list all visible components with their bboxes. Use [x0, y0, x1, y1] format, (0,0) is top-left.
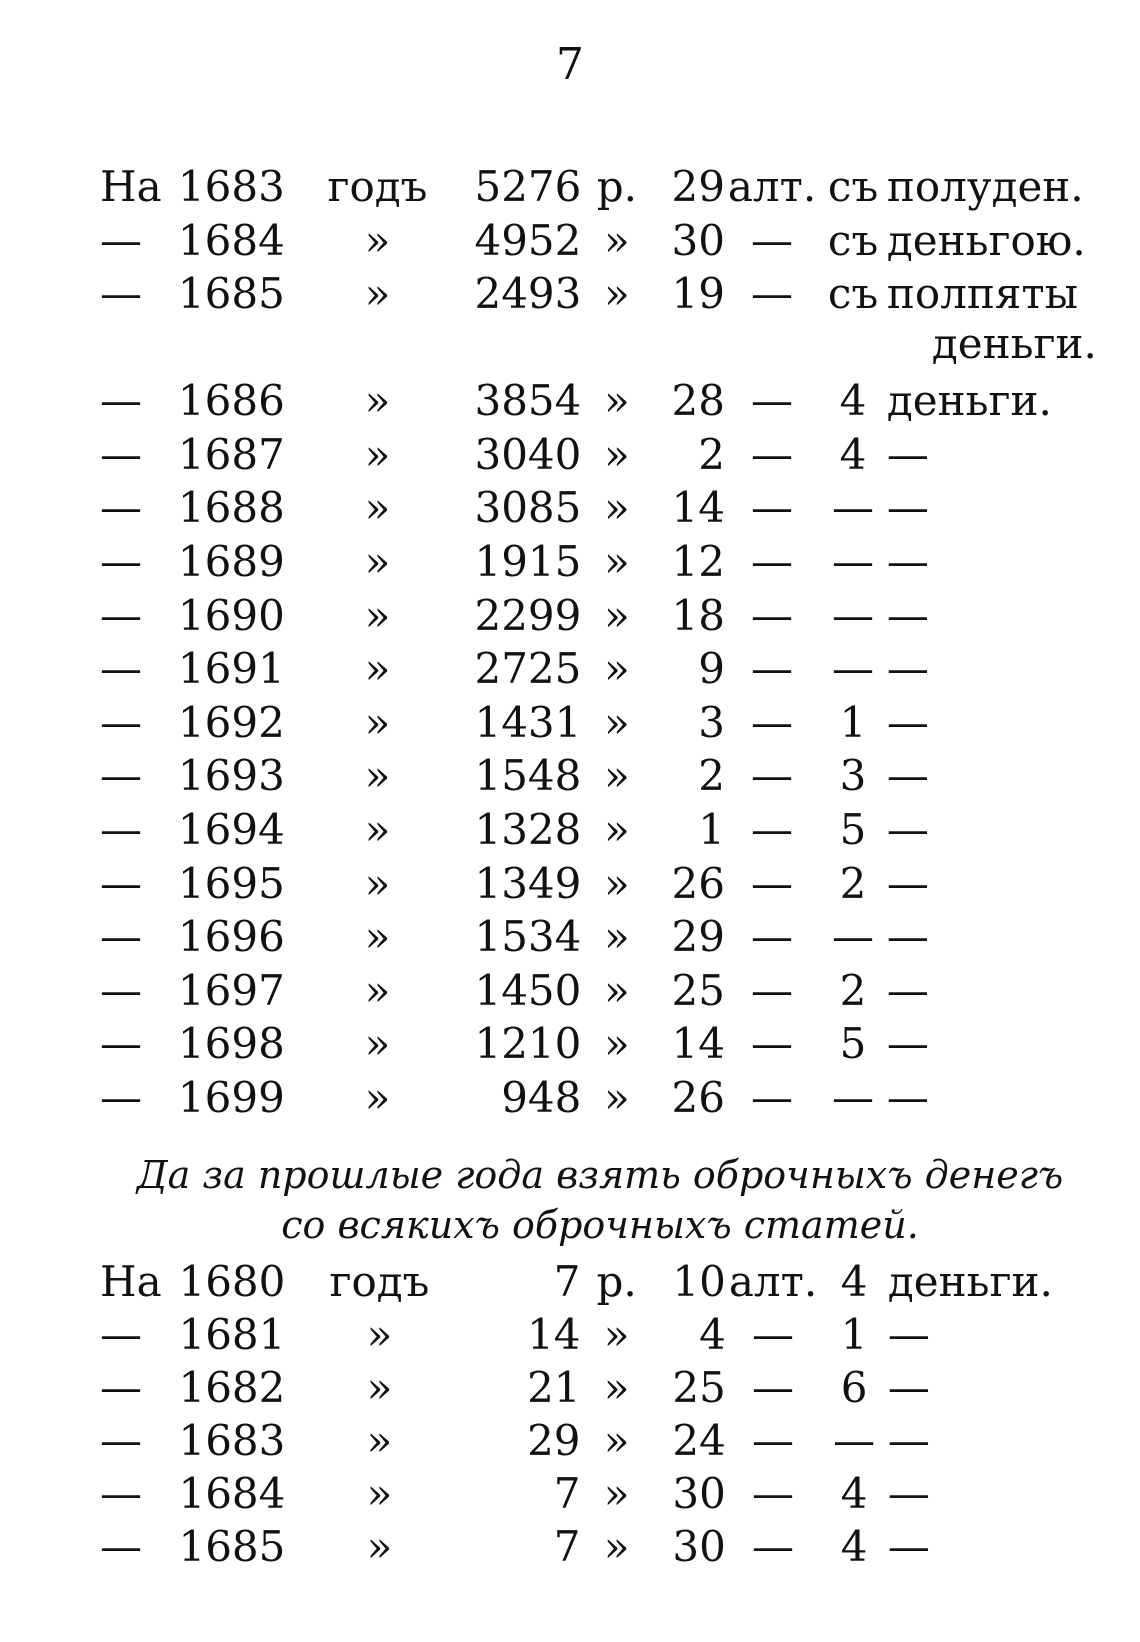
unit-or-ditto-cell: »: [364, 376, 391, 426]
altyn-mark-cell: —: [751, 912, 794, 962]
rubles-mark-cell: »: [604, 858, 630, 908]
year-cell: 1682: [178, 1363, 286, 1412]
note-cell: деньги.: [886, 376, 1052, 426]
year-cell: 1680: [178, 1257, 286, 1306]
note-cell: —: [886, 804, 929, 854]
row-prefix: —: [100, 1522, 142, 1571]
table-row: [100, 1414, 1140, 1467]
dengi-cell: съ: [827, 215, 879, 265]
altyn-cell: 14: [671, 483, 725, 533]
dengi-cell: —: [833, 1416, 876, 1465]
altyn-mark-cell: —: [752, 1522, 795, 1571]
note-cell: —: [887, 1310, 930, 1359]
note-cell: —: [886, 483, 929, 533]
table-row: [100, 749, 1140, 803]
rubles-mark-cell: »: [604, 697, 630, 747]
year-cell: 1685: [177, 269, 285, 319]
note-cell: —: [886, 429, 929, 479]
row-prefix: —: [100, 536, 142, 586]
unit-or-ditto-cell: »: [364, 483, 391, 533]
note-cell: —: [886, 536, 929, 586]
year-cell: 1696: [177, 912, 285, 962]
rubles-cell: 1450: [474, 965, 582, 1015]
altyn-cell: 30: [671, 215, 725, 265]
altyn-cell: 3: [698, 697, 725, 747]
row-prefix: На: [100, 162, 162, 211]
altyn-mark-cell: —: [751, 1019, 794, 1069]
table-row: [100, 1467, 1140, 1520]
table-row: [100, 857, 1140, 911]
altyn-cell: 1: [698, 804, 725, 854]
dengi-cell: 4: [839, 429, 867, 479]
year-cell: 1697: [177, 965, 285, 1015]
altyn-cell: 29: [671, 912, 725, 962]
year-cell: 1698: [177, 1019, 285, 1069]
rubles-cell: 1915: [474, 536, 582, 586]
note-cell: —: [886, 751, 929, 801]
year-cell: 1687: [177, 429, 285, 479]
altyn-cell: 2: [698, 751, 725, 801]
row-prefix: —: [100, 1416, 142, 1465]
note-cell: —: [886, 697, 929, 747]
dengi-cell: съ: [827, 162, 879, 211]
unit-or-ditto-cell: »: [366, 1363, 393, 1412]
note-wrap: [886, 269, 1097, 369]
row-prefix: —: [100, 1072, 142, 1122]
rubles-cell: 2299: [474, 590, 582, 640]
row-prefix: —: [100, 751, 142, 801]
row-prefix: —: [100, 1469, 142, 1518]
note-continuation: деньги.: [931, 319, 1097, 369]
table-row: [100, 1255, 1140, 1308]
rubles-cell: 1548: [474, 751, 582, 801]
rubles-mark-cell: р.: [596, 1257, 637, 1306]
rubles-mark-cell: »: [603, 1469, 630, 1518]
year-cell: 1691: [177, 644, 285, 694]
rubles-mark-cell: »: [604, 269, 630, 319]
rent-table-arrears-body: [100, 1255, 1140, 1573]
altyn-mark-cell: —: [752, 1363, 795, 1412]
rubles-mark-cell: р.: [596, 162, 637, 211]
rubles-mark-cell: »: [604, 965, 630, 1015]
table-row: [100, 910, 1140, 964]
rubles-mark-cell: »: [603, 1363, 630, 1412]
altyn-mark-cell: —: [751, 644, 794, 694]
note-cell: —: [887, 1469, 930, 1518]
row-prefix: —: [100, 804, 142, 854]
year-cell: 1690: [177, 590, 285, 640]
year-cell: 1692: [177, 697, 285, 747]
row-prefix: —: [100, 1019, 142, 1069]
note-cell: —: [886, 912, 929, 962]
unit-or-ditto-cell: »: [364, 697, 391, 747]
section-heading-line-1: Да за прошлые года взять оброчныхъ денегъ: [136, 1153, 1064, 1197]
row-prefix: —: [100, 697, 142, 747]
table-row: [100, 696, 1140, 750]
dengi-cell: 2: [839, 858, 867, 908]
rubles-cell: 1349: [474, 858, 582, 908]
unit-or-ditto-cell: »: [364, 536, 391, 586]
row-prefix: —: [100, 1310, 142, 1359]
rubles-cell: 3854: [474, 376, 582, 426]
note-cell: —: [887, 1416, 930, 1465]
note-text: полпяты: [886, 269, 1079, 319]
note-cell: —: [886, 1072, 929, 1122]
altyn-cell: 18: [671, 590, 725, 640]
altyn-mark-cell: —: [751, 590, 794, 640]
row-prefix: —: [100, 644, 142, 694]
unit-or-ditto-cell: »: [366, 1522, 393, 1571]
table-row: [100, 589, 1140, 643]
note-cell: [887, 267, 1140, 374]
table-row: [100, 374, 1140, 428]
note-cell: —: [887, 1522, 930, 1571]
note-cell: деньги.: [887, 1257, 1053, 1306]
rubles-mark-cell: »: [604, 215, 630, 265]
rubles-cell: 3085: [474, 483, 582, 533]
row-prefix: —: [100, 858, 142, 908]
rubles-cell: 2493: [474, 269, 582, 319]
dengi-cell: 3: [839, 751, 867, 801]
rubles-mark-cell: »: [604, 751, 630, 801]
year-cell: 1695: [177, 858, 285, 908]
altyn-cell: 2: [698, 429, 725, 479]
year-cell: 1681: [178, 1310, 286, 1359]
table-row: [100, 1017, 1140, 1071]
note-cell: —: [887, 1363, 930, 1412]
year-cell: 1694: [177, 804, 285, 854]
altyn-cell: 26: [671, 858, 725, 908]
unit-or-ditto-cell: годъ: [329, 1257, 430, 1306]
altyn-mark-cell: —: [751, 804, 794, 854]
rubles-cell: 21: [527, 1363, 581, 1412]
year-cell: 1684: [177, 215, 285, 265]
altyn-mark-cell: алт.: [728, 1257, 818, 1306]
rubles-cell: 7: [553, 1257, 581, 1306]
rubles-mark-cell: »: [604, 1072, 630, 1122]
table-row: [100, 964, 1140, 1018]
unit-or-ditto-cell: »: [364, 429, 391, 479]
rubles-mark-cell: »: [604, 590, 630, 640]
dengi-cell: 4: [840, 1257, 868, 1306]
note-cell: —: [886, 590, 929, 640]
unit-or-ditto-cell: »: [364, 751, 391, 801]
table-row: [100, 642, 1140, 696]
table-row: [100, 1071, 1140, 1125]
rubles-mark-cell: »: [603, 1416, 630, 1465]
dengi-cell: —: [832, 1072, 875, 1122]
table-row: [100, 160, 1140, 214]
unit-or-ditto-cell: годъ: [327, 162, 428, 211]
rubles-cell: 1210: [474, 1019, 582, 1069]
rubles-mark-cell: »: [604, 644, 630, 694]
altyn-mark-cell: —: [751, 536, 794, 586]
dengi-cell: 1: [840, 1310, 868, 1359]
row-prefix: На: [100, 1257, 162, 1306]
unit-or-ditto-cell: »: [364, 644, 391, 694]
rubles-mark-cell: »: [603, 1522, 630, 1571]
rent-table-current: [100, 160, 1140, 1125]
dengi-cell: —: [832, 644, 875, 694]
altyn-mark-cell: —: [751, 376, 794, 426]
rent-table-current-body: [100, 160, 1140, 1125]
altyn-mark-cell: —: [751, 965, 794, 1015]
table-row: [100, 803, 1140, 857]
altyn-cell: 26: [671, 1072, 725, 1122]
altyn-cell: 25: [671, 965, 725, 1015]
altyn-mark-cell: —: [751, 269, 794, 319]
row-prefix: —: [100, 376, 142, 426]
altyn-mark-cell: —: [751, 697, 794, 747]
row-prefix: —: [100, 965, 142, 1015]
table-row: [100, 214, 1140, 268]
rubles-mark-cell: »: [604, 536, 630, 586]
dengi-cell: 4: [840, 1522, 868, 1571]
rubles-cell: 1328: [474, 804, 582, 854]
note-cell: —: [886, 965, 929, 1015]
rubles-cell: 5276: [474, 162, 582, 211]
rubles-cell: 1431: [474, 697, 582, 747]
rubles-cell: 29: [527, 1416, 581, 1465]
year-cell: 1693: [177, 751, 285, 801]
rubles-mark-cell: »: [604, 912, 630, 962]
year-cell: 1699: [177, 1072, 285, 1122]
table-row: [100, 267, 1140, 374]
altyn-cell: 9: [698, 644, 725, 694]
row-prefix: —: [100, 429, 142, 479]
altyn-mark-cell: —: [751, 215, 794, 265]
row-prefix: —: [100, 1363, 142, 1412]
unit-or-ditto-cell: »: [364, 590, 391, 640]
year-cell: 1688: [177, 483, 285, 533]
note-cell: —: [886, 1019, 929, 1069]
altyn-mark-cell: —: [751, 751, 794, 801]
table-row: [100, 1308, 1140, 1361]
dengi-cell: —: [832, 912, 875, 962]
year-cell: 1684: [178, 1469, 286, 1518]
rubles-mark-cell: »: [603, 1310, 630, 1359]
rent-table-arrears: [100, 1255, 1140, 1573]
year-cell: 1689: [177, 536, 285, 586]
table-row: [100, 1361, 1140, 1414]
unit-or-ditto-cell: »: [364, 858, 391, 908]
altyn-cell: 28: [671, 376, 725, 426]
rubles-cell: 3040: [474, 429, 582, 479]
table-row: [100, 428, 1140, 482]
dengi-cell: —: [832, 590, 875, 640]
unit-or-ditto-cell: »: [364, 1019, 391, 1069]
row-prefix: —: [100, 483, 142, 533]
rubles-cell: 4952: [474, 215, 582, 265]
rubles-mark-cell: »: [604, 429, 630, 479]
row-prefix: —: [100, 590, 142, 640]
rubles-mark-cell: »: [604, 483, 630, 533]
note-cell: —: [886, 858, 929, 908]
altyn-cell: 29: [671, 162, 725, 211]
rubles-mark-cell: »: [604, 1019, 630, 1069]
altyn-mark-cell: —: [751, 483, 794, 533]
unit-or-ditto-cell: »: [364, 215, 391, 265]
dengi-cell: —: [832, 536, 875, 586]
rubles-mark-cell: »: [604, 376, 630, 426]
rubles-mark-cell: »: [604, 804, 630, 854]
row-prefix: —: [100, 215, 142, 265]
page-number: 7: [556, 39, 584, 90]
section-heading: [100, 1150, 1100, 1250]
year-cell: 1685: [178, 1522, 286, 1571]
rubles-cell: 14: [527, 1310, 581, 1359]
rubles-cell: 2725: [474, 644, 582, 694]
altyn-mark-cell: —: [751, 858, 794, 908]
table-row: [100, 481, 1140, 535]
altyn-cell: 10: [672, 1257, 726, 1306]
altyn-cell: 14: [671, 1019, 725, 1069]
altyn-cell: 30: [672, 1469, 726, 1518]
unit-or-ditto-cell: »: [364, 804, 391, 854]
altyn-mark-cell: —: [752, 1469, 795, 1518]
row-prefix: —: [100, 269, 142, 319]
altyn-mark-cell: —: [752, 1310, 795, 1359]
table-row: [100, 1520, 1140, 1573]
unit-or-ditto-cell: »: [366, 1416, 393, 1465]
rubles-cell: 7: [553, 1469, 581, 1518]
note-cell: —: [886, 644, 929, 694]
unit-or-ditto-cell: »: [364, 269, 391, 319]
dengi-cell: 6: [840, 1363, 868, 1412]
table-row: [100, 535, 1140, 589]
altyn-cell: 4: [699, 1310, 726, 1359]
rubles-cell: 948: [501, 1072, 582, 1122]
altyn-cell: 12: [671, 536, 725, 586]
section-heading-line-2: со всякихъ оброчныхъ статей.: [281, 1203, 919, 1247]
unit-or-ditto-cell: »: [364, 1072, 391, 1122]
altyn-cell: 30: [672, 1522, 726, 1571]
rubles-cell: 7: [553, 1522, 581, 1571]
note-cell: деньгою.: [886, 215, 1086, 265]
note-cell: полуден.: [886, 162, 1084, 211]
dengi-cell: 4: [840, 1469, 868, 1518]
altyn-mark-cell: алт.: [727, 162, 817, 211]
unit-or-ditto-cell: »: [366, 1469, 393, 1518]
row-prefix: —: [100, 912, 142, 962]
year-cell: 1683: [178, 1416, 286, 1465]
dengi-cell: 2: [839, 965, 867, 1015]
altyn-cell: 25: [672, 1363, 726, 1412]
rubles-cell: 1534: [474, 912, 582, 962]
dengi-cell: 5: [839, 804, 867, 854]
unit-or-ditto-cell: »: [366, 1310, 393, 1359]
year-cell: 1683: [177, 162, 285, 211]
altyn-cell: 24: [672, 1416, 726, 1465]
unit-or-ditto-cell: »: [364, 965, 391, 1015]
dengi-cell: 1: [839, 697, 867, 747]
altyn-mark-cell: —: [752, 1416, 795, 1465]
dengi-cell: 4: [839, 376, 867, 426]
dengi-cell: съ: [827, 269, 879, 319]
altyn-mark-cell: —: [751, 1072, 794, 1122]
unit-or-ditto-cell: »: [364, 912, 391, 962]
year-cell: 1686: [177, 376, 285, 426]
altyn-cell: 19: [671, 269, 725, 319]
dengi-cell: —: [832, 483, 875, 533]
dengi-cell: 5: [839, 1019, 867, 1069]
altyn-mark-cell: —: [751, 429, 794, 479]
